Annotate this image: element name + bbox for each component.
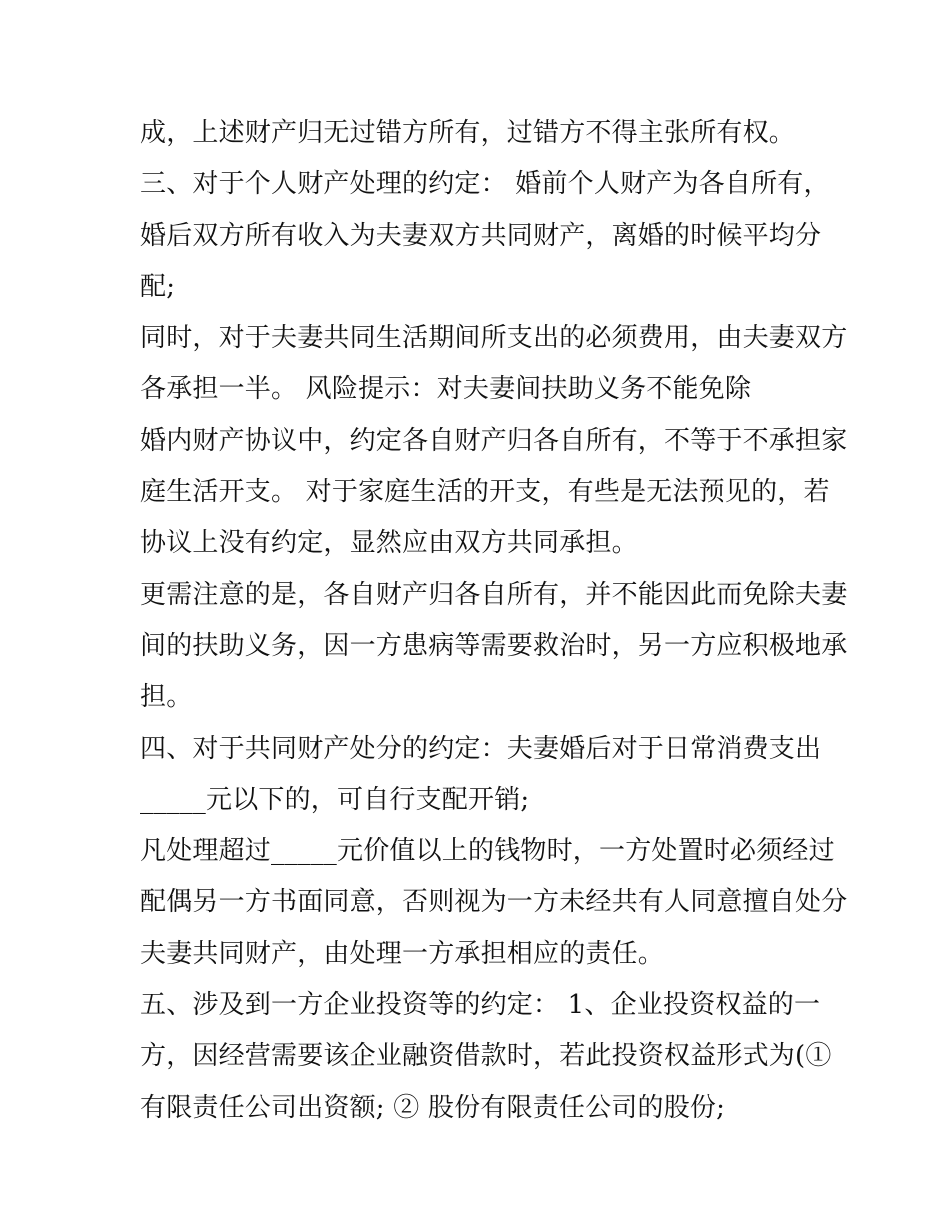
text-line: 配偶另一方书面同意，否则视为一方未经共有人同意擅自处分	[140, 887, 848, 918]
text-line: 配;	[140, 271, 176, 302]
text-line: 担。	[140, 682, 193, 713]
text-line: 间的扶助义务，因一方患病等需要救治时，另一方应积极地承	[140, 630, 848, 661]
text-line: 四、对于共同财产处分的约定：夫妻婚后对于日常消费支出	[140, 733, 822, 764]
text-line: 庭生活开支。 对于家庭生活的开支，有些是无法预见的，若	[140, 477, 830, 508]
text-line: 方，因经营需要该企业融资借款时，若此投资权益形式为(①	[140, 1041, 832, 1072]
text-line: 有限责任公司出资额; ② 股份有限责任公司的股份;	[140, 1092, 726, 1123]
text-line: 婚后双方所有收入为夫妻双方共同财产，离婚的时候平均分	[140, 220, 822, 251]
text-line: 成，上述财产归无过错方所有，过错方不得主张所有权。	[140, 118, 796, 148]
text-line: 更需注意的是，各自财产归各自所有，并不能因此而免除夫妻	[140, 579, 848, 610]
text-line: 协议上没有约定，显然应由双方共同承担。	[140, 528, 638, 559]
text-line: 五、涉及到一方企业投资等的约定： 1、企业投资权益的一	[140, 990, 821, 1021]
text-line: 同时，对于夫妻共同生活期间所支出的必须费用，由夫妻双方	[140, 323, 848, 354]
text-line: 各承担一半。 风险提示：对夫妻间扶助义务不能免除	[140, 374, 752, 405]
text-line: 凡处理超过_____元价值以上的钱物时，一方处置时必须经过	[140, 836, 835, 867]
text-line: 夫妻共同财产，由处理一方承担相应的责任。	[140, 938, 665, 969]
body-text	[140, 108, 848, 1134]
text-line: 婚内财产协议中，约定各自财产归各自所有，不等于不承担家	[140, 425, 848, 456]
text-line: 三、对于个人财产处理的约定： 婚前个人财产为各自所有，	[140, 169, 830, 200]
text-line: _____元以下的，可自行支配开销;	[140, 784, 530, 815]
